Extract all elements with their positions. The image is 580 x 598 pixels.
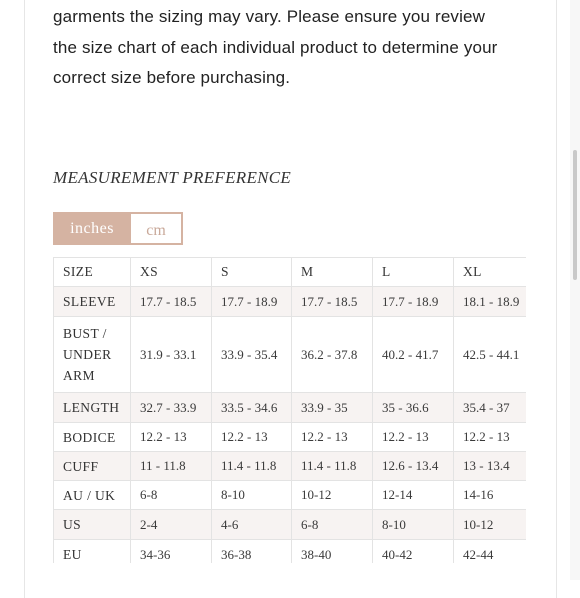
table-cell: 38-40 (292, 540, 373, 564)
table-header-row (54, 258, 527, 287)
table-cell: 40.2 - 41.7 (373, 317, 454, 393)
intro-line: the size chart of each individual product to determine your (53, 37, 498, 57)
row-label: BODICE (54, 423, 131, 452)
unit-cm-button[interactable]: cm (131, 212, 183, 245)
size-chart-table-container[interactable] (53, 257, 526, 563)
header-cell: M (292, 258, 373, 287)
table-cell: 33.9 - 35 (292, 393, 373, 423)
table-row (54, 452, 527, 481)
row-label: EU (54, 540, 131, 564)
table-cell: 11.4 - 11.8 (212, 452, 292, 481)
table-cell: 6-8 (292, 510, 373, 540)
table-cell: 12-14 (373, 481, 454, 510)
row-label-line: BUST / (63, 326, 107, 341)
table-cell: 34-36 (131, 540, 212, 564)
row-label-line: ARM (63, 368, 95, 383)
table-cell: 12.2 - 13 (454, 423, 527, 452)
table-cell: 36.2 - 37.8 (292, 317, 373, 393)
table-cell: 12.2 - 13 (131, 423, 212, 452)
table-cell: 40-42 (373, 540, 454, 564)
table-cell: 36-38 (212, 540, 292, 564)
table-cell: 12.6 - 13.4 (373, 452, 454, 481)
table-cell: 10-12 (454, 510, 527, 540)
sizing-intro-text (53, 2, 533, 94)
table-cell: 42-44 (454, 540, 527, 564)
row-label: US (54, 510, 131, 540)
header-cell: SIZE (54, 258, 131, 287)
header-cell: XL (454, 258, 527, 287)
row-label (54, 317, 131, 393)
table-row (54, 423, 527, 452)
table-cell: 8-10 (212, 481, 292, 510)
table-row (54, 481, 527, 510)
size-chart-table (53, 257, 526, 563)
table-cell: 33.9 - 35.4 (212, 317, 292, 393)
table-cell: 14-16 (454, 481, 527, 510)
measurement-preference-heading: MEASUREMENT PREFERENCE (53, 168, 292, 187)
table-cell: 35.4 - 37 (454, 393, 527, 423)
table-cell: 17.7 - 18.9 (212, 287, 292, 317)
table-row (54, 287, 527, 317)
header-cell: L (373, 258, 454, 287)
table-row (54, 393, 527, 423)
table-cell: 17.7 - 18.5 (131, 287, 212, 317)
table-cell: 32.7 - 33.9 (131, 393, 212, 423)
unit-toggle (53, 212, 183, 245)
table-cell: 4-6 (212, 510, 292, 540)
table-cell: 13 - 13.4 (454, 452, 527, 481)
unit-inches-button[interactable]: inches (53, 212, 131, 245)
table-cell: 42.5 - 44.1 (454, 317, 527, 393)
table-cell: 12.2 - 13 (212, 423, 292, 452)
table-cell: 17.7 - 18.5 (292, 287, 373, 317)
table-cell: 11 - 11.8 (131, 452, 212, 481)
page-scrollbar[interactable] (570, 0, 580, 580)
table-cell: 10-12 (292, 481, 373, 510)
table-cell: 12.2 - 13 (373, 423, 454, 452)
scrollbar-thumb[interactable] (573, 150, 577, 280)
row-label-line: UNDER (63, 347, 112, 362)
table-row (54, 317, 527, 393)
row-label: LENGTH (54, 393, 131, 423)
table-cell: 11.4 - 11.8 (292, 452, 373, 481)
intro-line: garments the sizing may vary. Please ensure you review (53, 7, 486, 26)
row-label: SLEEVE (54, 287, 131, 317)
table-cell: 18.1 - 18.9 (454, 287, 527, 317)
table-cell: 17.7 - 18.9 (373, 287, 454, 317)
table-cell: 12.2 - 13 (292, 423, 373, 452)
table-cell: 33.5 - 34.6 (212, 393, 292, 423)
table-row (54, 540, 527, 564)
row-label: CUFF (54, 452, 131, 481)
table-cell: 31.9 - 33.1 (131, 317, 212, 393)
table-cell: 8-10 (373, 510, 454, 540)
header-cell: S (212, 258, 292, 287)
table-row (54, 510, 527, 540)
table-cell: 35 - 36.6 (373, 393, 454, 423)
intro-line: correct size before purchasing. (53, 68, 291, 87)
table-cell: 2-4 (131, 510, 212, 540)
header-cell: XS (131, 258, 212, 287)
row-label: AU / UK (54, 481, 131, 510)
table-cell: 6-8 (131, 481, 212, 510)
